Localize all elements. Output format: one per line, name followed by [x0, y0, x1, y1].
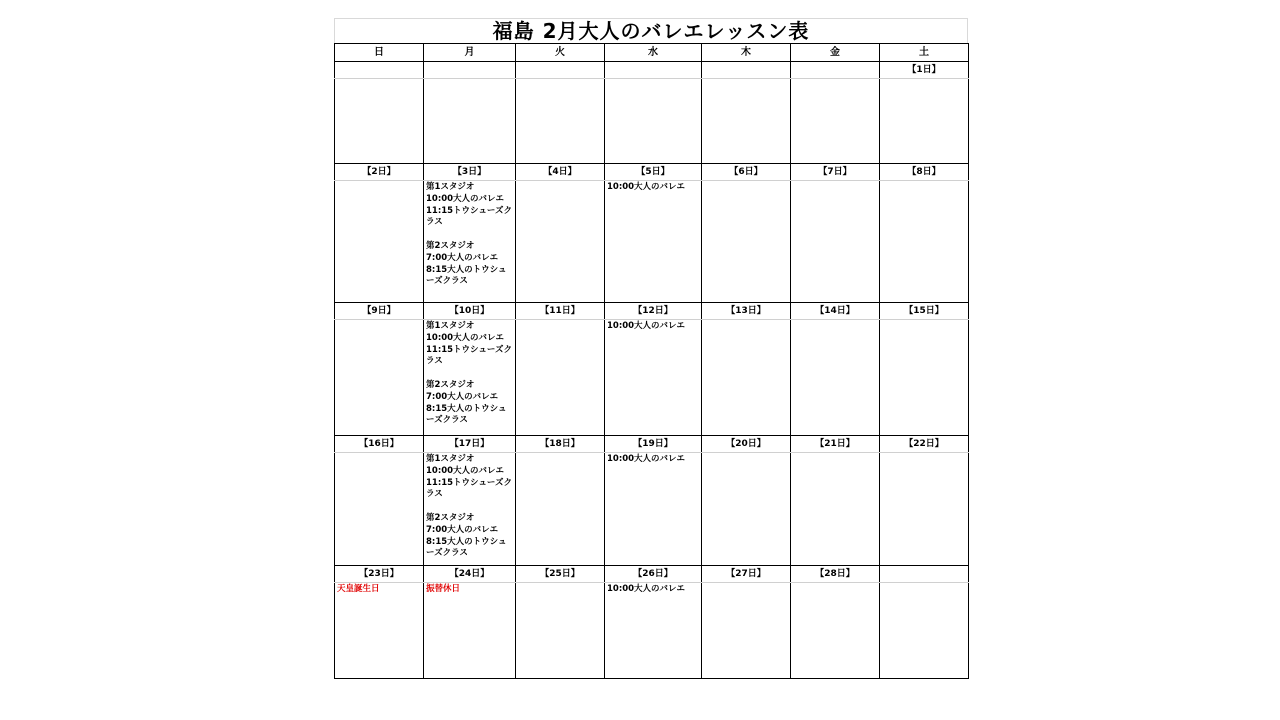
entry-cell: [516, 453, 605, 566]
entry-cell: [516, 583, 605, 679]
entry-cell: [335, 453, 424, 566]
entry-cell: 10:00大人のバレエ: [605, 320, 702, 436]
entry-cell: [791, 453, 880, 566]
date-cell: 【20日】: [702, 436, 791, 453]
weekday-sun: 日: [335, 44, 424, 62]
date-cell: 【18日】: [516, 436, 605, 453]
date-cell: 【26日】: [605, 566, 702, 583]
entry-cell: [880, 453, 969, 566]
date-cell: 【10日】: [424, 303, 516, 320]
date-cell: 【2日】: [335, 164, 424, 181]
date-cell: 【9日】: [335, 303, 424, 320]
entry-cell: [702, 79, 791, 164]
entry-cell: [702, 181, 791, 303]
entry-cell: [335, 320, 424, 436]
entry-cell: [702, 320, 791, 436]
date-cell: 【8日】: [880, 164, 969, 181]
date-cell: 【23日】: [335, 566, 424, 583]
week-1-entry-row: [335, 79, 969, 164]
date-cell: [791, 62, 880, 79]
weekday-mon: 月: [424, 44, 516, 62]
date-cell: 【15日】: [880, 303, 969, 320]
week-2-date-row: [335, 164, 969, 181]
week-1-date-row: [335, 62, 969, 79]
date-cell: [424, 62, 516, 79]
date-cell: 【1日】: [880, 62, 969, 79]
entry-cell: [335, 79, 424, 164]
entry-cell: [791, 79, 880, 164]
date-cell: 【14日】: [791, 303, 880, 320]
date-cell: [335, 62, 424, 79]
entry-cell: 第1スタジオ 10:00大人のバレエ 11:15トウシューズクラス 第2スタジオ 7:00大人のバレエ 8:15大人のトウシューズクラス: [424, 181, 516, 303]
date-cell: 【28日】: [791, 566, 880, 583]
date-cell: 【4日】: [516, 164, 605, 181]
entry-cell: [424, 79, 516, 164]
entry-cell: [791, 181, 880, 303]
date-cell: [605, 62, 702, 79]
week-5-date-row: [335, 566, 969, 583]
weekday-sat: 土: [880, 44, 969, 62]
entry-cell: 10:00大人のバレエ: [605, 181, 702, 303]
date-cell: 【19日】: [605, 436, 702, 453]
week-5-entry-row: [335, 583, 969, 679]
week-4-entry-row: [335, 453, 969, 566]
page-title: 福島 2月大人のバレエレッスン表: [334, 18, 968, 43]
weekday-header-row: [335, 44, 969, 62]
entry-cell: [605, 79, 702, 164]
entry-cell: 第1スタジオ 10:00大人のバレエ 11:15トウシューズクラス 第2スタジオ 7:00大人のバレエ 8:15大人のトウシューズクラス: [424, 320, 516, 436]
date-cell: 【16日】: [335, 436, 424, 453]
date-cell: 【13日】: [702, 303, 791, 320]
date-cell: 【6日】: [702, 164, 791, 181]
date-cell: [702, 62, 791, 79]
entry-cell: [516, 181, 605, 303]
weekday-tue: 火: [516, 44, 605, 62]
date-cell: 【12日】: [605, 303, 702, 320]
entry-cell: [880, 181, 969, 303]
date-cell: 【7日】: [791, 164, 880, 181]
date-cell: 【25日】: [516, 566, 605, 583]
entry-cell: [791, 320, 880, 436]
entry-cell: [791, 583, 880, 679]
entry-cell: [880, 583, 969, 679]
entry-cell: [516, 79, 605, 164]
calendar-table: [334, 43, 969, 679]
date-cell: 【27日】: [702, 566, 791, 583]
entry-cell: 第1スタジオ 10:00大人のバレエ 11:15トウシューズクラス 第2スタジオ 7:00大人のバレエ 8:15大人のトウシューズクラス: [424, 453, 516, 566]
holiday-entry-cell: 振替休日: [424, 583, 516, 679]
date-cell: 【24日】: [424, 566, 516, 583]
date-cell: 【11日】: [516, 303, 605, 320]
week-3-date-row: [335, 303, 969, 320]
week-3-entry-row: [335, 320, 969, 436]
weekday-wed: 水: [605, 44, 702, 62]
schedule-sheet: [334, 18, 968, 679]
holiday-entry-cell: 天皇誕生日: [335, 583, 424, 679]
entry-cell: [880, 79, 969, 164]
week-4-date-row: [335, 436, 969, 453]
weekday-thu: 木: [702, 44, 791, 62]
date-cell: 【22日】: [880, 436, 969, 453]
date-cell: [880, 566, 969, 583]
entry-cell: 10:00大人のバレエ: [605, 453, 702, 566]
week-2-entry-row: [335, 181, 969, 303]
date-cell: 【17日】: [424, 436, 516, 453]
date-cell: 【21日】: [791, 436, 880, 453]
weekday-fri: 金: [791, 44, 880, 62]
entry-cell: [516, 320, 605, 436]
date-cell: 【3日】: [424, 164, 516, 181]
entry-cell: [702, 583, 791, 679]
entry-cell: [880, 320, 969, 436]
date-cell: 【5日】: [605, 164, 702, 181]
entry-cell: [702, 453, 791, 566]
entry-cell: [335, 181, 424, 303]
date-cell: [516, 62, 605, 79]
entry-cell: 10:00大人のバレエ: [605, 583, 702, 679]
